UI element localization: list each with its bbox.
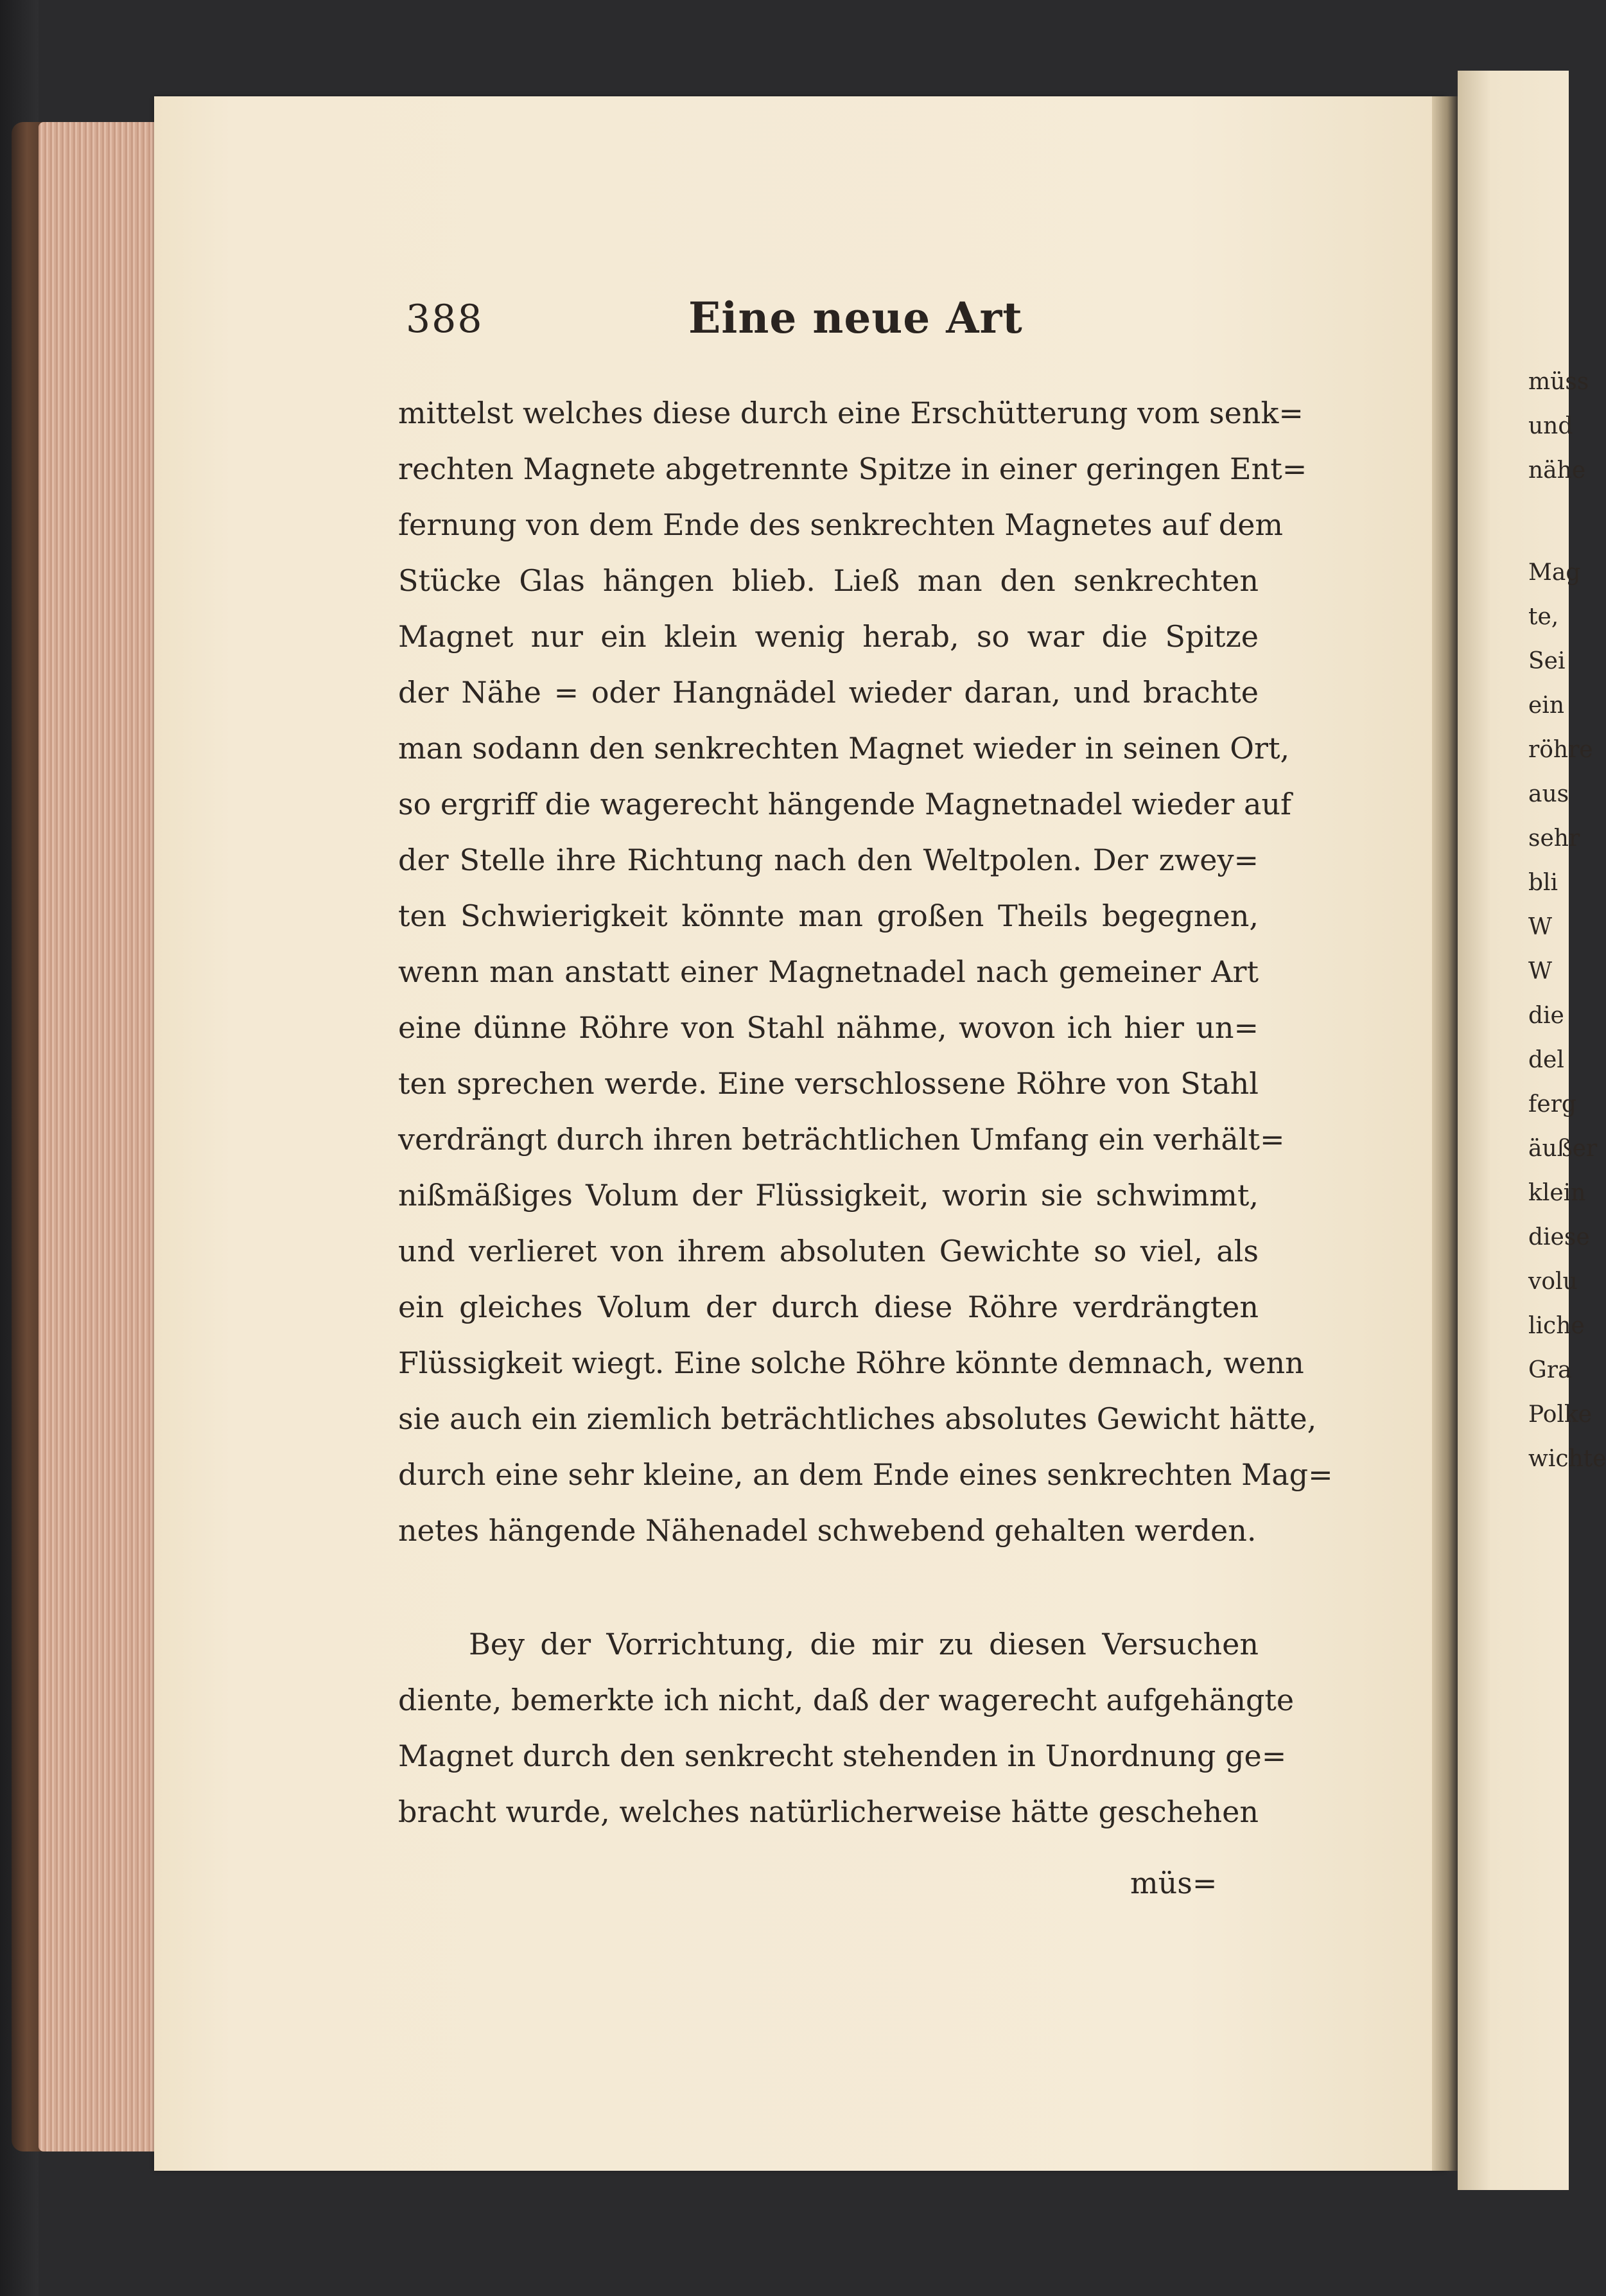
- page-header: [406, 293, 1305, 367]
- facing-fragment: te,: [1528, 604, 1559, 630]
- facing-fragment: müss: [1528, 369, 1589, 395]
- facing-fragment: sehr: [1528, 825, 1580, 852]
- text-line: bracht wurde, welches natürlicherweise hätte geschehen: [398, 1794, 1259, 1829]
- text-line: verdrängt durch ihren beträchtlichen Umfang ein verhält=: [398, 1122, 1285, 1157]
- catchword: müs=: [1130, 1866, 1218, 1900]
- text-line: ten sprechen werde. Eine verschlossene Röhre von Stahl: [398, 1066, 1259, 1101]
- text-line: Magnet durch den senkrecht stehenden in Unordnung ge=: [398, 1739, 1287, 1773]
- facing-fragment: und: [1528, 413, 1573, 439]
- facing-fragment: klein: [1528, 1180, 1586, 1206]
- text-line: der Nähe = oder Hangnädel wieder daran, und brachte: [398, 675, 1259, 710]
- paragraph-gap: [398, 1559, 1259, 1617]
- text-line: der Stelle ihre Richtung nach den Weltpolen. Der zwey=: [398, 843, 1259, 877]
- text-line: mittelst welches diese durch eine Erschütterung vom senk=: [398, 396, 1304, 430]
- book-gutter: [1432, 96, 1458, 2171]
- paragraph-2: [398, 1617, 1295, 1840]
- text-line: sie auch ein ziemlich beträchtliches absolutes Gewicht hätte,: [398, 1401, 1317, 1436]
- text-line: Magnet nur ein klein wenig herab, so war die Spitze: [398, 619, 1259, 654]
- facing-fragment: Mag: [1528, 559, 1581, 586]
- facing-fragment: Sei: [1528, 648, 1566, 674]
- text-line: fernung von dem Ende des senkrechten Magnetes auf dem: [398, 507, 1284, 542]
- text-line: rechten Magnete abgetrennte Spitze in einer geringen Ent=: [398, 451, 1307, 486]
- text-line: diente, bemerkte ich nicht, daß der wagerecht aufgehängte: [398, 1683, 1295, 1717]
- facing-page-text-fragments: [1528, 360, 1606, 1481]
- text-line: Bey der Vorrichtung, die mir zu diesen Versuchen: [469, 1627, 1259, 1661]
- facing-fragment: bli: [1528, 870, 1558, 896]
- facing-fragment: ein: [1528, 692, 1565, 719]
- facing-fragment: Polke: [1528, 1401, 1593, 1428]
- running-title: Eine neue Art: [688, 293, 1023, 343]
- text-line: durch eine sehr kleine, an dem Ende eines senkrechten Mag=: [398, 1457, 1333, 1492]
- text-line: so ergriff die wagerecht hängende Magnetnadel wieder auf: [398, 787, 1292, 821]
- text-line: ten Schwierigkeit könnte man großen Theils begegnen,: [398, 898, 1259, 933]
- facing-fragment: liche: [1528, 1313, 1585, 1339]
- text-line: eine dünne Röhre von Stahl nähme, wovon ich hier un=: [398, 1010, 1259, 1045]
- facing-fragment: Gra: [1528, 1357, 1572, 1383]
- facing-fragment: ferg: [1528, 1091, 1576, 1117]
- facing-fragment: aus: [1528, 781, 1569, 807]
- text-line: und verlieret von ihrem absoluten Gewichte so viel, als: [398, 1234, 1259, 1268]
- text-line: netes hängende Nähenadel schwebend gehalten werden.: [398, 1513, 1257, 1548]
- facing-fragment: W: [1528, 958, 1553, 985]
- facing-fragment: del: [1528, 1047, 1564, 1073]
- facing-fragment: nähe: [1528, 457, 1586, 484]
- page-edges: [39, 122, 161, 2151]
- text-line: wenn man anstatt einer Magnetnadel nach gemeiner Art: [398, 954, 1259, 989]
- body-text: [398, 385, 1333, 1840]
- text-line: nißmäßiges Volum der Flüssigkeit, worin sie schwimmt,: [398, 1178, 1259, 1213]
- text-line: man sodann den senkrechten Magnet wieder in seinen Ort,: [398, 731, 1290, 766]
- facing-fragment: die: [1528, 1003, 1564, 1029]
- facing-fragment: röhre: [1528, 737, 1593, 763]
- text-line: Stücke Glas hängen blieb. Ließ man den senkrechten: [398, 563, 1259, 598]
- facing-fragment: äußer: [1528, 1135, 1598, 1162]
- text-line: ein gleiches Volum der durch diese Röhre verdrängten: [398, 1290, 1259, 1324]
- text-line: Flüssigkeit wiegt. Eine solche Röhre könnte demnach, wenn: [398, 1345, 1304, 1380]
- facing-fragment: W: [1528, 914, 1553, 940]
- facing-fragment: volu: [1528, 1268, 1578, 1295]
- paragraph-1: [398, 385, 1333, 1559]
- facing-fragment: diese: [1528, 1224, 1590, 1250]
- page-number: 388: [406, 297, 484, 342]
- facing-fragment: wichte: [1528, 1446, 1606, 1472]
